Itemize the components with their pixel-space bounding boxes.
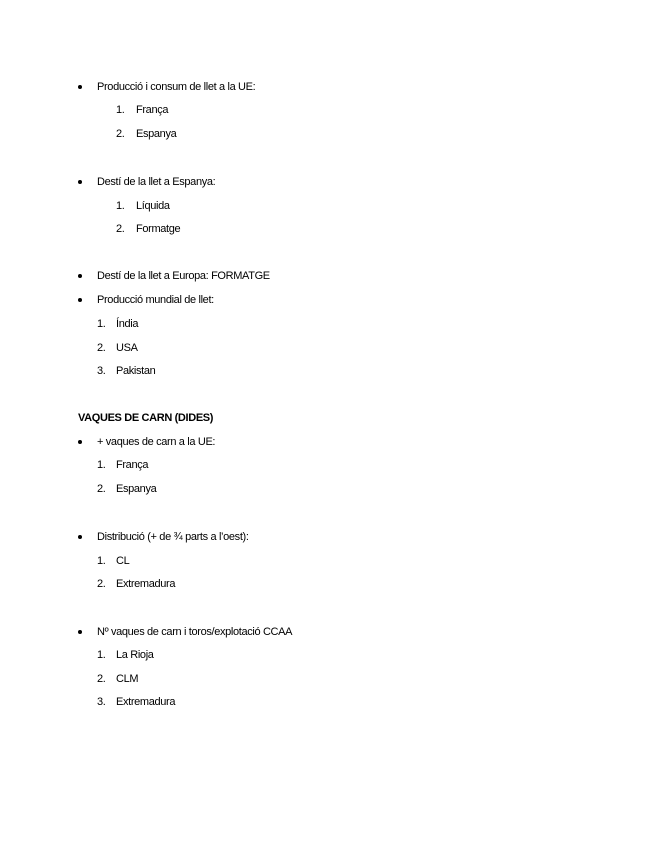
bullet-text: + vaques de carn a la UE: <box>97 436 216 448</box>
list-text: CLM <box>116 673 139 685</box>
bullet-text: Producció mundial de llet: <box>97 294 214 306</box>
bullet-icon <box>78 630 82 634</box>
list-number: 1. <box>116 200 125 212</box>
list-number: 1. <box>97 649 106 661</box>
list-text: CL <box>116 555 130 567</box>
list-number: 2. <box>97 578 106 590</box>
section-heading: VAQUES DE CARN (DIDES) <box>78 412 214 424</box>
list-number: 3. <box>97 365 106 377</box>
list-number: 2. <box>97 342 106 354</box>
bullet-text: Distribució (+ de ¾ parts a l’oest): <box>97 531 249 543</box>
list-number: 1. <box>116 104 125 116</box>
list-text: USA <box>116 342 138 354</box>
list-text: Espanya <box>136 128 177 140</box>
bullet-text: Destí de la llet a Espanya: <box>97 176 216 188</box>
list-number: 1. <box>97 555 106 567</box>
list-number: 2. <box>116 128 125 140</box>
list-number: 1. <box>97 459 106 471</box>
bullet-icon <box>78 274 82 278</box>
list-number: 2. <box>97 673 106 685</box>
list-number: 2. <box>116 223 125 235</box>
list-text: Índia <box>116 318 139 330</box>
bullet-icon <box>78 298 82 302</box>
list-text: Líquida <box>136 200 170 212</box>
list-number: 1. <box>97 318 106 330</box>
bullet-icon <box>78 85 82 89</box>
list-text: Extremadura <box>116 578 176 590</box>
list-text: La Rioja <box>116 649 154 661</box>
bullet-text: Producció i consum de llet a la UE: <box>97 81 256 93</box>
list-text: Espanya <box>116 483 157 495</box>
bullet-text: Nº vaques de carn i toros/explotació CCAA <box>97 626 293 638</box>
bullet-icon <box>78 535 82 539</box>
list-text: Formatge <box>136 223 181 235</box>
list-text: França <box>136 104 169 116</box>
list-text: Extremadura <box>116 696 176 708</box>
list-number: 2. <box>97 483 106 495</box>
list-text: Pakistan <box>116 365 156 377</box>
list-number: 3. <box>97 696 106 708</box>
list-text: França <box>116 459 149 471</box>
bullet-text: Destí de la llet a Europa: FORMATGE <box>97 270 270 282</box>
bullet-icon <box>78 440 82 444</box>
bullet-icon <box>78 180 82 184</box>
